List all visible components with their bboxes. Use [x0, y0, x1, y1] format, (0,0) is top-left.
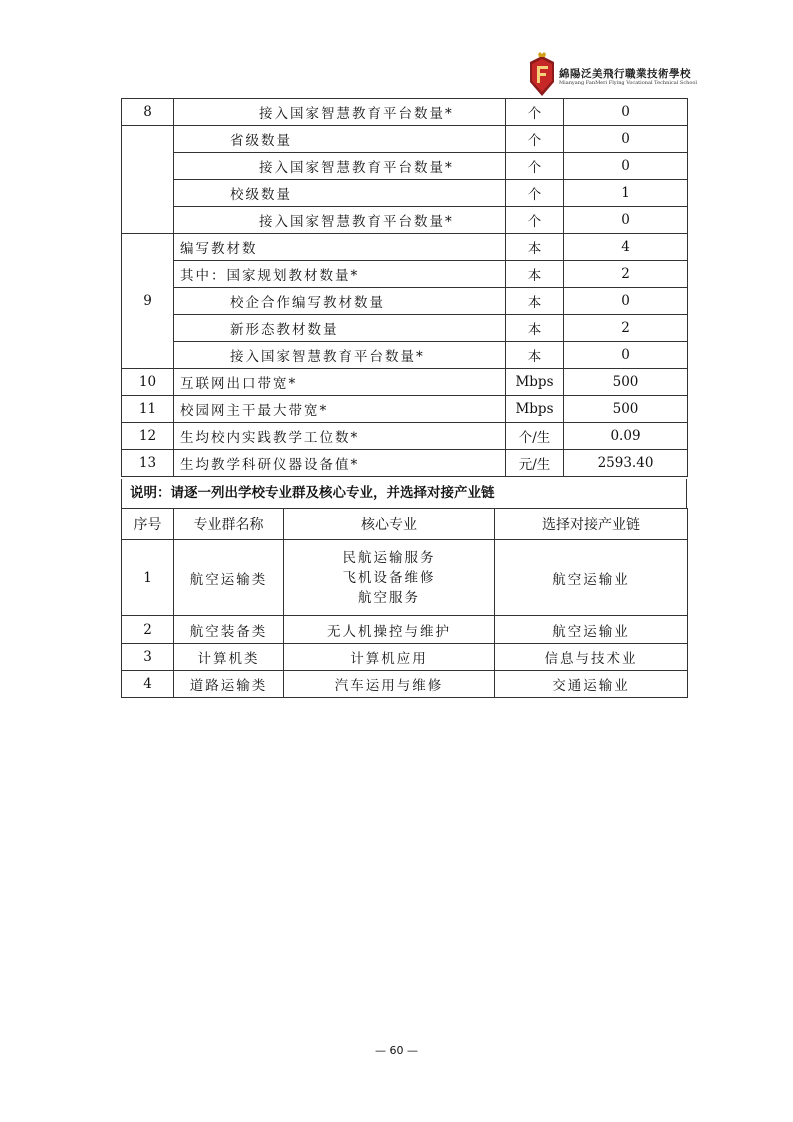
- unit-cell: 个/生: [506, 423, 564, 450]
- table-row: [122, 671, 688, 698]
- industry-chain: 航空运输业: [495, 616, 688, 644]
- unit-cell: 本: [506, 288, 564, 315]
- major-groups-table: [121, 508, 688, 698]
- row-number: 9: [122, 234, 174, 369]
- value-cell: 2: [564, 315, 688, 342]
- item-label: 接入国家智慧教育平台数量*: [174, 207, 506, 234]
- item-label: 省级数量: [174, 126, 506, 153]
- value-cell: 0: [564, 99, 688, 126]
- core-major: 计算机应用: [284, 644, 495, 671]
- row-number: 12: [122, 423, 174, 450]
- item-label: 生均教学科研仪器设备值*: [174, 450, 506, 477]
- unit-cell: 本: [506, 234, 564, 261]
- table-row: [122, 315, 688, 342]
- instruction-note: 说明：请逐一列出学校专业群及核心专业，并选择对接产业链: [121, 479, 687, 508]
- row-number: 3: [122, 644, 174, 671]
- group-name: 航空运输类: [174, 540, 284, 616]
- core-majors: [284, 540, 495, 616]
- table-row: [122, 153, 688, 180]
- table-row: [122, 180, 688, 207]
- unit-cell: 本: [506, 315, 564, 342]
- table-row: [122, 99, 688, 126]
- item-label: 生均校内实践教学工位数*: [174, 423, 506, 450]
- unit-cell: 本: [506, 342, 564, 369]
- unit-cell: 个: [506, 99, 564, 126]
- school-logo: [528, 52, 706, 98]
- statistics-table: [121, 98, 688, 477]
- group-name: 计算机类: [174, 644, 284, 671]
- core-major: 汽车运用与维修: [284, 671, 495, 698]
- value-cell: 0: [564, 288, 688, 315]
- unit-cell: 个: [506, 126, 564, 153]
- unit-cell: 个: [506, 180, 564, 207]
- value-cell: 500: [564, 396, 688, 423]
- table-row: [122, 450, 688, 477]
- school-name-en: Mianyang FanMeri Flying Vocational Technical School: [559, 80, 697, 86]
- item-label: 其中：国家规划教材数量*: [174, 261, 506, 288]
- header-industry-chain: 选择对接产业链: [495, 509, 688, 540]
- value-cell: 2: [564, 261, 688, 288]
- unit-cell: 本: [506, 261, 564, 288]
- unit-cell: Mbps: [506, 369, 564, 396]
- unit-cell: 元/生: [506, 450, 564, 477]
- table-row: [122, 207, 688, 234]
- table-row: [122, 396, 688, 423]
- table-row: [122, 616, 688, 644]
- table-row: [122, 369, 688, 396]
- core-major: 无人机操控与维护: [284, 616, 495, 644]
- group-name: 道路运输类: [174, 671, 284, 698]
- unit-cell: Mbps: [506, 396, 564, 423]
- table-row: [122, 126, 688, 153]
- value-cell: 0: [564, 342, 688, 369]
- item-label: 接入国家智慧教育平台数量*: [174, 342, 506, 369]
- item-label: 校园网主干最大带宽*: [174, 396, 506, 423]
- industry-chain: 交通运输业: [495, 671, 688, 698]
- core-major: 飞机设备维修: [342, 569, 436, 586]
- row-number: 2: [122, 616, 174, 644]
- value-cell: 1: [564, 180, 688, 207]
- item-label: 新形态教材数量: [174, 315, 506, 342]
- item-label: 校企合作编写教材数量: [174, 288, 506, 315]
- item-label: 接入国家智慧教育平台数量*: [174, 153, 506, 180]
- group-name: 航空装备类: [174, 616, 284, 644]
- table-row: [122, 540, 688, 616]
- industry-chain: 航空运输业: [495, 540, 688, 616]
- header-number: 序号: [122, 509, 174, 540]
- row-number: 1: [122, 540, 174, 616]
- core-major: 航空服务: [358, 589, 420, 606]
- table-row: [122, 342, 688, 369]
- value-cell: 0.09: [564, 423, 688, 450]
- item-label: 接入国家智慧教育平台数量*: [174, 99, 506, 126]
- table-header-row: [122, 509, 688, 540]
- core-major: 民航运输服务: [342, 549, 436, 566]
- value-cell: 500: [564, 369, 688, 396]
- value-cell: 0: [564, 207, 688, 234]
- value-cell: 0: [564, 126, 688, 153]
- unit-cell: 个: [506, 207, 564, 234]
- row-number: 4: [122, 671, 174, 698]
- row-number: 11: [122, 396, 174, 423]
- value-cell: 0: [564, 153, 688, 180]
- header-group-name: 专业群名称: [174, 509, 284, 540]
- page-number: — 60 —: [375, 1044, 418, 1057]
- table-row: [122, 234, 688, 261]
- row-number: 13: [122, 450, 174, 477]
- table-row: [122, 261, 688, 288]
- header-core-major: 核心专业: [284, 509, 495, 540]
- school-name-cn: 綿陽泛美飛行職業技術學校: [559, 68, 691, 80]
- table-row: [122, 423, 688, 450]
- table-row: [122, 644, 688, 671]
- item-label: 校级数量: [174, 180, 506, 207]
- value-cell: 4: [564, 234, 688, 261]
- row-number: 8: [122, 99, 174, 126]
- item-label: 编写教材数: [174, 234, 506, 261]
- shield-logo-icon: [528, 52, 556, 96]
- item-label: 互联网出口带宽*: [174, 369, 506, 396]
- industry-chain: 信息与技术业: [495, 644, 688, 671]
- unit-cell: 个: [506, 153, 564, 180]
- table-row: [122, 288, 688, 315]
- row-number: [122, 126, 174, 234]
- value-cell: 2593.40: [564, 450, 688, 477]
- row-number: 10: [122, 369, 174, 396]
